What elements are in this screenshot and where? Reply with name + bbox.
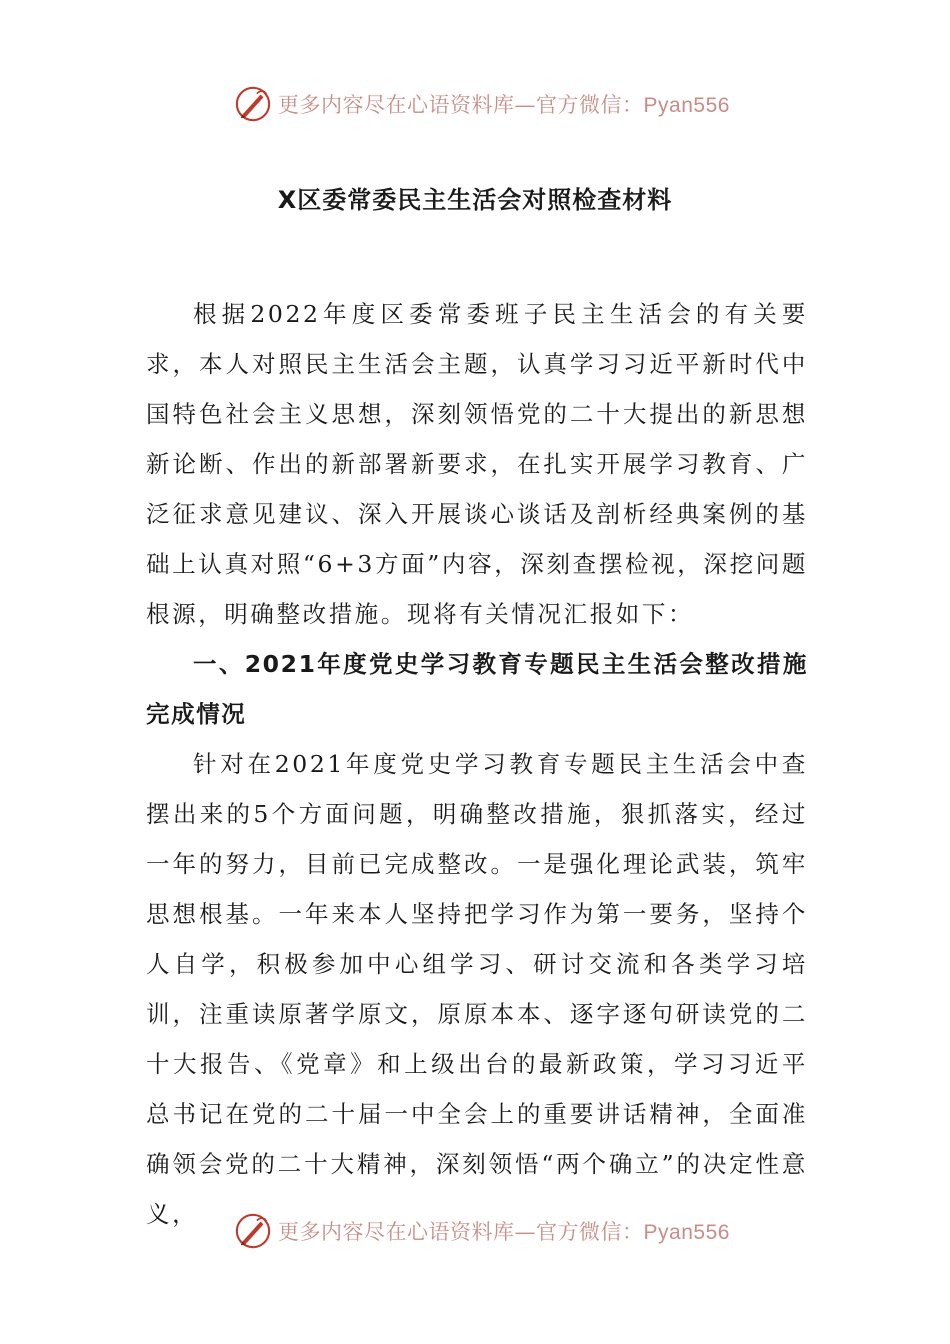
document-title: X区委常委民主生活会对照检查材料	[277, 186, 673, 214]
watermark-banner-top	[0, 82, 950, 126]
watermark-text: 更多内容尽在心语资料库—官方微信：Pyan556	[278, 93, 730, 117]
intro-paragraph: 根据2022年度区委常委班子民主生活会的有关要求，本人对照民主生活会主题，认真学习习近平新时代中国特色社会主义思想，深刻领悟党的二十大提出的新思想新论断、作出的新部署新要求，在扎实开展学习教育、广泛征求意见建议、深入开展谈心谈话及剖析经典案例的基础上认真对照“6+3方面”内容，深刻查摆检视，深挖问题根源，明确整改措施。现将有关情况汇报如下：	[146, 300, 808, 628]
watermark-banner-bottom	[0, 1209, 950, 1253]
section-heading: 一、2021年度党史学习教育专题民主生活会整改措施完成情况	[146, 650, 808, 728]
document-body	[146, 289, 808, 1239]
section-paragraph: 针对在2021年度党史学习教育专题民主生活会中查摆出来的5个方面问题，明确整改措施，狠抓落实，经过一年的努力，目前已完成整改。一是强化理论武装，筑牢思想根基。一年来本人坚持把学习作为第一要务，坚持个人自学，积极参加中心组学习、研讨交流和各类学习培训，注重读原著学原文，原原本本、逐字逐句研读党的二十大报告、《党章》和上级出台的最新政策，学习习近平总书记在党的二十届一中全会上的重要讲话精神，全面准确领会党的二十大精神，深刻领悟“两个确立”的决定性意义，	[146, 750, 808, 1228]
watermark-text: 更多内容尽在心语资料库—官方微信：Pyan556	[278, 1220, 730, 1244]
pen-logo-icon	[234, 85, 272, 123]
pen-logo-icon	[234, 1212, 272, 1250]
